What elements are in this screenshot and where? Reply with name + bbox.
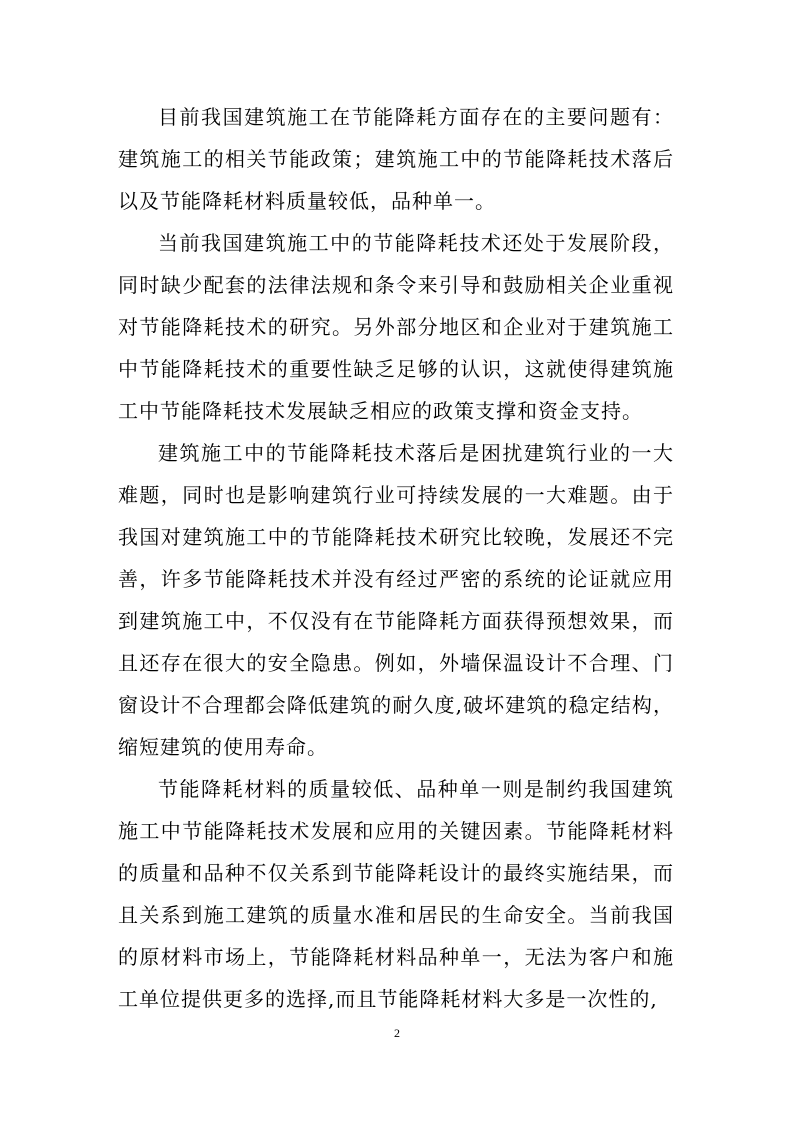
paragraph-materials: 节能降耗材料的质量较低、品种单一则是制约我国建筑施工中节能降耗技术发展和应用的关键因素。节能降耗材料的质量和品种不仅关系到节能降耗设计的最终实施结果，而且关系到施工建筑的质量水准和居民的生命安全。当前我国的原材料市场上，节能降耗材料品种单一，无法为客户和施工单位提供更多的选择,而且节能降耗材料大多是一次性的, [118,777,674,1011]
paragraph-policy: 当前我国建筑施工中的节能降耗技术还处于发展阶段，同时缺少配套的法律法规和条令来引导和鼓励相关企业重视对节能降耗技术的研究。另外部分地区和企业对于建筑施工中节能降耗技术的重要性缺乏足够的认识，这就使得建筑施工中节能降耗技术发展缺乏相应的政策支撑和资金支持。 [118,231,674,423]
paragraph-technology: 建筑施工中的节能降耗技术落后是困扰建筑行业的一大难题，同时也是影响建筑行业可持续发展的一大难题。由于我国对建筑施工中的节能降耗技术研究比较晚，发展还不完善，许多节能降耗技术并没有经过严密的系统的论证就应用到建筑施工中，不仅没有在节能降耗方面获得预想效果，而且还存在很大的安全隐患。例如，外墙保温设计不合理、门窗设计不合理都会降低建筑的耐久度,破坏建筑的稳定结构，缩短建筑的使用寿命。 [118,441,674,759]
page-number: 2 [394,1026,400,1040]
body-text [118,96,674,1020]
paragraph-problems-overview: 目前我国建筑施工在节能降耗方面存在的主要问题有：建筑施工的相关节能政策；建筑施工中的节能降耗技术落后以及节能降耗材料质量较低，品种单一。 [118,105,674,213]
